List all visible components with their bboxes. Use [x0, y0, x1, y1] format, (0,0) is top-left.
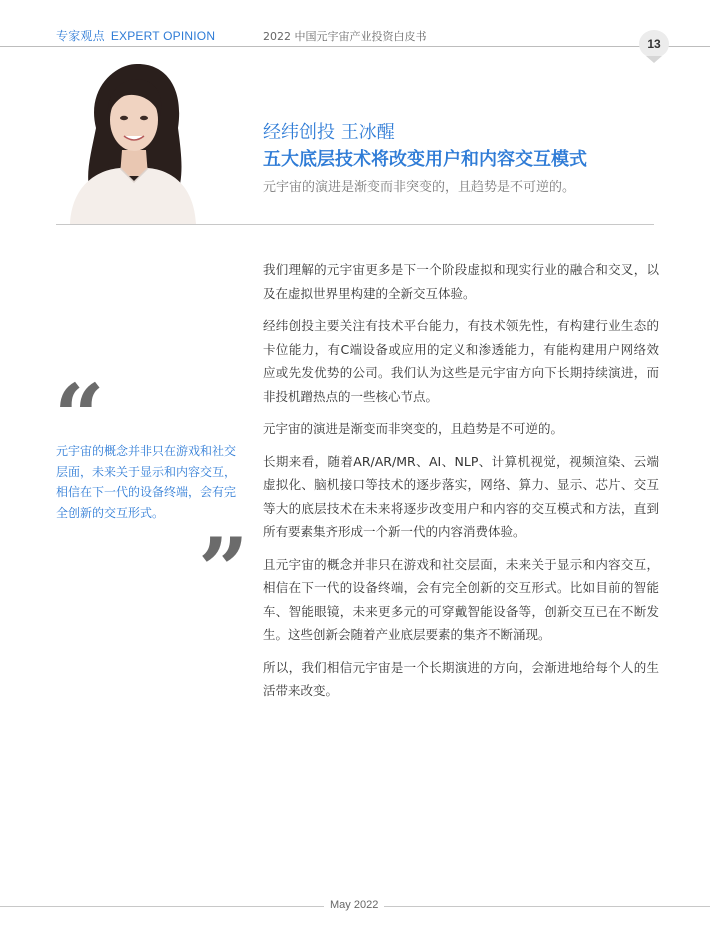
body-paragraph: 元宇宙的演进是渐变而非突变的，且趋势是不可逆的。 — [263, 421, 564, 436]
page-number: 13 — [647, 37, 661, 51]
body-paragraph: 经纬创投主要关注有技术平台能力，有技术领先性，有构建行业生态的卡位能力，有C端设备或应用的定义和渗透能力，有能构建用户网络效应或先发优势的公司。我们认为这些是元宇宙方向下长期持续演进，而非投机蹭热点的一些核心节点。 — [263, 318, 659, 404]
footer-divider-left — [0, 906, 324, 907]
open-quote-icon: “ — [54, 364, 105, 468]
content-divider — [56, 224, 654, 225]
portrait-illustration — [66, 58, 200, 224]
section-label-en: EXPERT OPINION — [110, 29, 216, 43]
article-subtitle: 元宇宙的演进是渐变而非突变的，且趋势是不可逆的。 — [263, 180, 576, 195]
author-portrait — [66, 58, 200, 224]
footer-date: May 2022 — [330, 899, 379, 911]
page-number-badge — [639, 30, 669, 58]
page-badge-pointer — [646, 56, 662, 63]
close-quote-icon: ” — [198, 518, 249, 622]
body-paragraph: 我们理解的元宇宙更多是下一个阶段虚拟和现实行业的融合和交叉，以及在虚拟世界里构建的全新交互体验。 — [263, 262, 659, 301]
body-paragraph: 所以，我们相信元宇宙是一个长期演进的方向，会渐进地给每个人的生活带来改变。 — [263, 659, 659, 698]
header-divider — [0, 46, 710, 47]
body-paragraph: 长期来看，随着AR/AR/MR、AI、NLP、计算机视觉，视频渲染、云端虚拟化、脑机接口等技术的逐步落实，网络、算力、显示、芯片、交互等大的底层技术在未来将逐步改变用户和内容的交互模式和方法，直到所有要素集齐形成一个新一代的内容消费体验。 — [263, 453, 659, 539]
footer-divider-right — [384, 906, 710, 907]
article-author: 经纬创投 王冰醒 — [263, 122, 395, 143]
article-body — [263, 258, 659, 712]
publication-title: 2022 中国元宇宙产业投资白皮书 — [263, 30, 427, 43]
section-label-cn: 专家观点 — [56, 29, 105, 43]
section-label — [56, 27, 215, 44]
body-paragraph: 且元宇宙的概念并非只在游戏和社交层面，未来关于显示和内容交互，相信在下一代的设备终端，会有完全创新的交互形式。比如目前的智能车、智能眼镜，未来更多元的可穿戴智能设备等，创新交互已在不断发生。这些创新会随着产业底层要素的集齐不断涌现。 — [263, 556, 659, 642]
pull-quote: 元宇宙的概念并非只在游戏和社交层面，未来关于显示和内容交互，相信在下一代的设备终端，会有完全创新的交互形式。 — [56, 444, 237, 520]
article-headline: 五大底层技术将改变用户和内容交互模式 — [263, 149, 587, 170]
